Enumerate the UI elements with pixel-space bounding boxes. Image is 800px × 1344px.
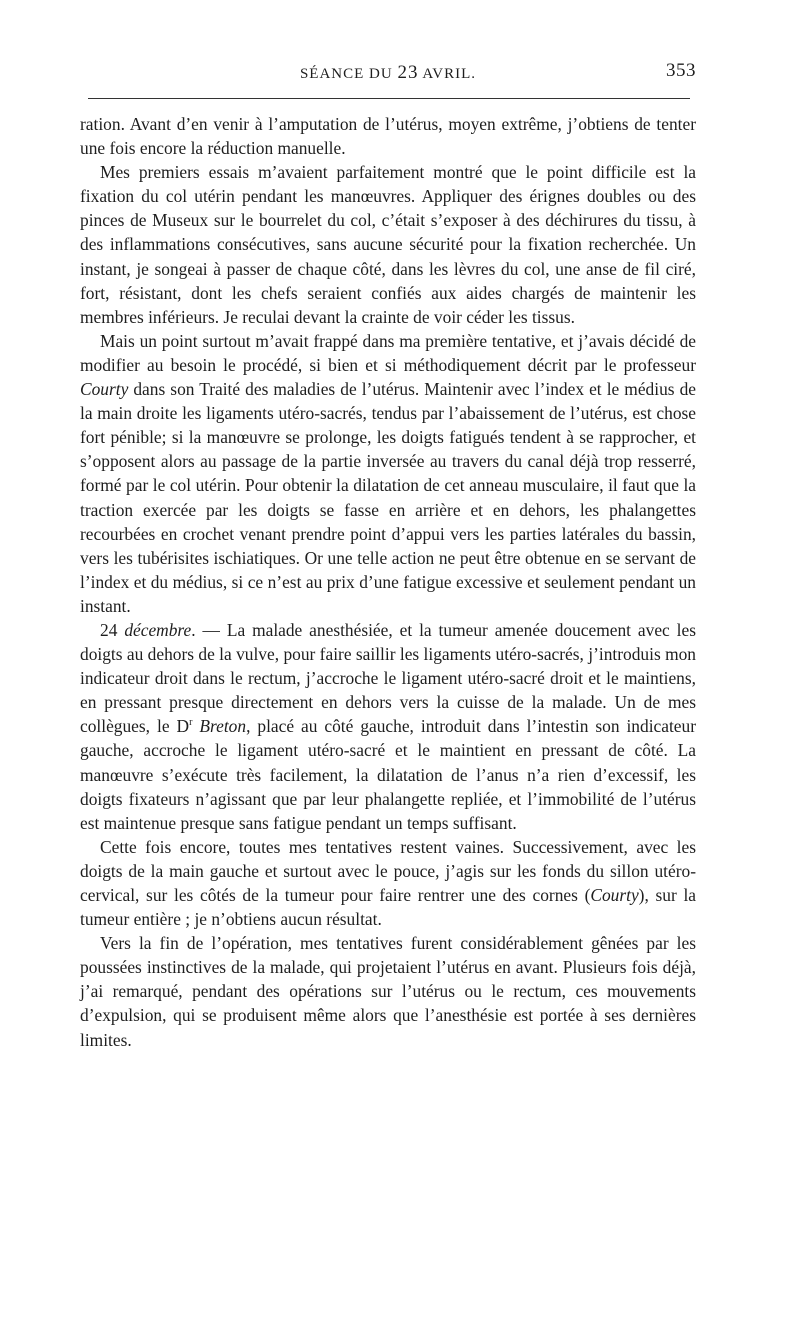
paragraph-5-author-courty: Courty (590, 885, 639, 905)
running-head (80, 56, 696, 86)
paragraph-4 (80, 618, 696, 835)
paragraph-4-doctor-abbrev-superscript: r (189, 717, 193, 729)
header-rule (88, 98, 690, 99)
paragraph-4-text-b: , placé au côté gauche, introduit dans l’intestin son indicateur gauche, accroche le ligament utéro-sacré et le maintient en pressant de côté. La manœuvre s’exécute très facilement, la dilatation de l’anus n’a rien d’excessif, les doigts fixateurs n’agissant que par leur phalangette repliée, et l’immobilité de l’utérus est maintenue presque sans fatigue pendant un temps suffisant. (80, 716, 697, 833)
paragraph-1: ration. Avant d’en venir à l’amputation de l’utérus, moyen extrême, j’obtiens de tenter une fois encore la réduction manuelle. (80, 114, 696, 159)
running-head-title (80, 62, 696, 84)
paragraph-3-text-a: Mais un point surtout m’avait frappé dans ma première tentative, et j’avais décidé de modifier au besoin le procédé, si bien et si méthodiquement décrit par le professeur (80, 330, 696, 375)
paragraph-4-text-a: . — La malade anesthésiée, et la tumeur amenée doucement avec les doigts au dehors de la vulve, pour faire saillir les ligaments utéro-sacrés, j’introduis mon indicateur droit dans le rectum, j’accroche le ligament utéro-sacré droit et le maintiens, en pressant presque directement en dehors vers la cuisse de la malade. Un de mes collègues, le D (80, 619, 696, 737)
paragraph-3 (80, 329, 696, 618)
running-head-title-prefix: SÉANCE DU (299, 66, 398, 82)
paragraph-3-author-courty: Courty (80, 379, 129, 400)
paragraph-4-date-day: 24 (100, 619, 125, 640)
paragraph-6: Vers la fin de l’opération, mes tentatives furent considérablement gênées par les poussées instinctives de la malade, qui projetaient l’utérus en avant. Plusieurs fois déjà, j’ai remarqué, pendant des opérations sur l’utérus ou le rectum, ces mouvements d’expulsion, qui se produisent même alors que l’anesthésie est portée à ses dernières limites. (80, 933, 696, 1050)
paragraph-5-text-a: Cette fois encore, toutes mes tentatives restent vaines. Successivement, avec les doigts de la main gauche et surtout avec le pouce, j’agis sur les fonds du sillon utéro-cervical, sur les côtés de la tumeur pour faire rentrer une des cornes ( (80, 836, 696, 905)
paragraph-4-date-month: décembre (124, 619, 192, 640)
paragraph-5 (80, 835, 696, 931)
paragraph-2: Mes premiers essais m’avaient parfaitement montré que le point difficile est la fixation du col utérin pendant les manœuvres. Appliquer des érignes doubles ou des pinces de Museux sur le bourrelet du col, c’était s’exposer à des déchirures du tissu, à des inflammations consécutives, sans aucune sécurité pour la fixation recherchée. Un instant, je songeai à passer de chaque côté, dans les lèvres du col, une anse de fil ciré, fort, résistant, dont les chefs seraient confiés aux aides chargés de maintenir les membres inférieurs. Je reculai devant la crainte de voir céder les tissus. (80, 162, 696, 327)
running-head-date: 23 (397, 62, 419, 83)
page-body (80, 112, 696, 1052)
running-head-title-suffix: AVRIL. (418, 66, 477, 82)
paragraph-3-text-b: dans son Traité des maladies de l’utérus. Maintenir avec l’index et le médius de la main droite les ligaments utéro-sacrés, tendus par l’abaissement de l’utérus, est chose fort pénible; si la manœuvre se prolonge, les doigts fatigués tendent à se rapprocher, et s’opposent alors au passage de la partie inversée au travers du canal déjà trop resserré, formé par le col utérin. Pour obtenir la dilatation de cet anneau musculaire, il faut que la traction exercée par les doigts se fasse en arrière et en dehors, les phalangettes recourbées en crochet venant prendre point d’appui vers les parties latérales du bassin, vers les tubérisites ischiatiques. Or une telle action ne peut être obtenue en se servant de l’index et du médius, si ce n’est au prix d’une fatigue excessive et seulement pendant un instant. (80, 379, 696, 616)
paragraph-5-text-b: ), sur la tumeur entière ; je n’obtiens aucun résultat. (80, 885, 696, 930)
paragraph-4-name-breton: Breton (199, 716, 247, 737)
page-number: 353 (666, 60, 696, 81)
